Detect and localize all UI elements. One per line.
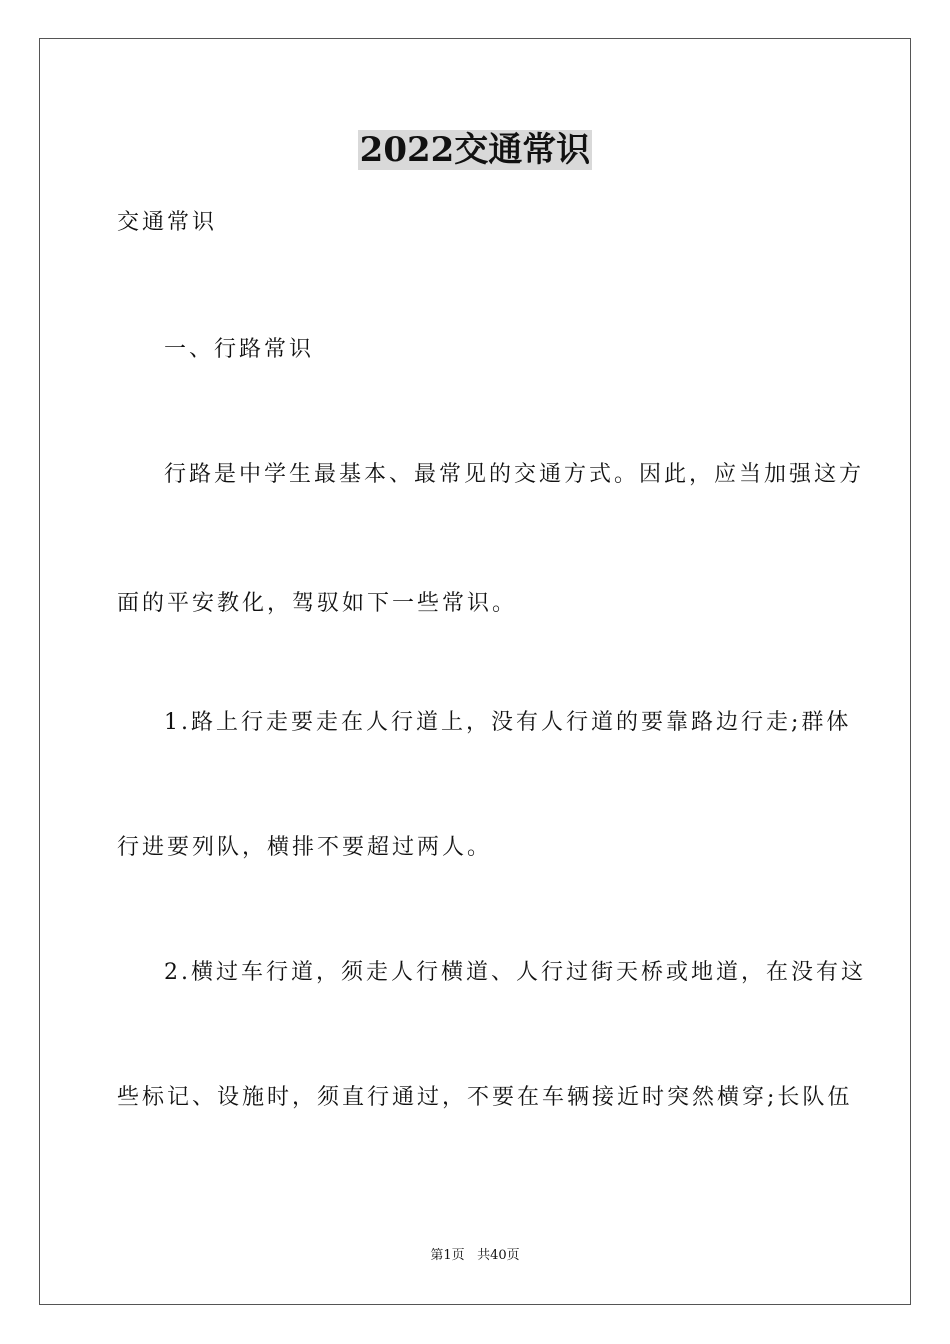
page-total: 共40页 — [477, 1248, 520, 1263]
document-title-text: 2022交通常识 — [359, 130, 591, 170]
paragraph-line: 行进要列队，横排不要超过两人。 — [117, 835, 493, 860]
paragraph-line: 些标记、设施时，须直行通过，不要在车辆接近时突然横穿;长队伍 — [117, 1085, 853, 1110]
page-number: 第1页 — [430, 1248, 465, 1263]
paragraph-line: 1.路上行走要走在人行道上，没有人行道的要靠路边行走;群体 — [164, 710, 852, 735]
section-heading: 一、行路常识 — [164, 337, 315, 362]
page-footer — [0, 1247, 950, 1265]
document-title — [0, 128, 950, 172]
paragraph-line: 面的平安教化，驾驭如下一些常识。 — [117, 591, 518, 616]
paragraph-line: 2.横过车行道，须走人行横道、人行过街天桥或地道，在没有这 — [164, 960, 866, 985]
paragraph-line: 行路是中学生最基本、最常见的交通方式。因此，应当加强这方 — [164, 462, 865, 487]
subtitle-line: 交通常识 — [117, 210, 218, 235]
